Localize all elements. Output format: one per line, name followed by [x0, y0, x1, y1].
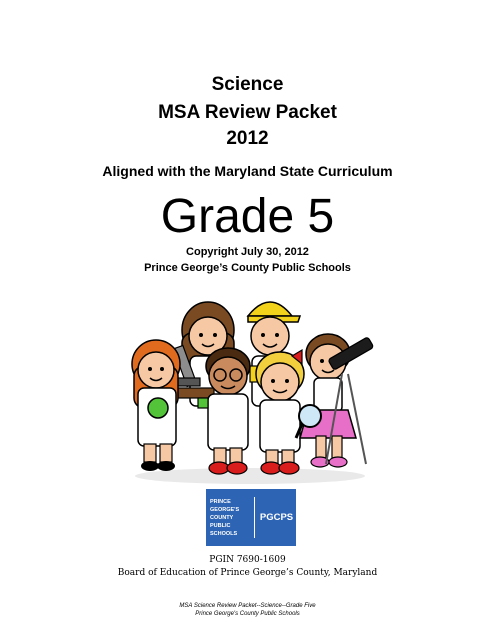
logo-line: GEORGE'S — [210, 506, 240, 513]
copyright-line: Copyright July 30, 2012 — [186, 246, 309, 258]
grade-heading: Grade 5 — [160, 190, 335, 243]
logo-line: COUNTY — [210, 514, 234, 521]
footer-line-1: MSA Science Review Packet--Science--Grade Five — [179, 603, 316, 609]
logo-abbreviation: PGCPS — [259, 512, 294, 523]
kid-girl-red-hair — [132, 340, 180, 471]
title-msa-review-packet: MSA Review Packet — [158, 102, 337, 123]
board-of-education: Board of Education of Prince George’s County, Maryland — [117, 568, 378, 578]
logo-line: PRINCE — [210, 498, 231, 505]
pgin-number: PGIN 7690-1609 — [209, 555, 286, 565]
footer-line-2: Prince George's County Public Schools — [195, 611, 300, 617]
title-science: Science — [211, 74, 284, 95]
kid-boy-glasses — [198, 348, 250, 474]
logo-line: SCHOOLS — [210, 530, 238, 537]
county-line: Prince George’s County Public Schools — [144, 262, 351, 274]
logo-divider — [254, 497, 255, 538]
logo-line: PUBLIC — [210, 522, 231, 529]
kids-scientists-illustration — [120, 278, 375, 488]
logo-text-block — [206, 489, 256, 546]
title-year: 2012 — [226, 128, 269, 149]
pgcps-logo — [206, 489, 296, 546]
subtitle-aligned: Aligned with the Maryland State Curriculum — [102, 163, 393, 179]
kid-girl-blonde — [256, 350, 304, 474]
